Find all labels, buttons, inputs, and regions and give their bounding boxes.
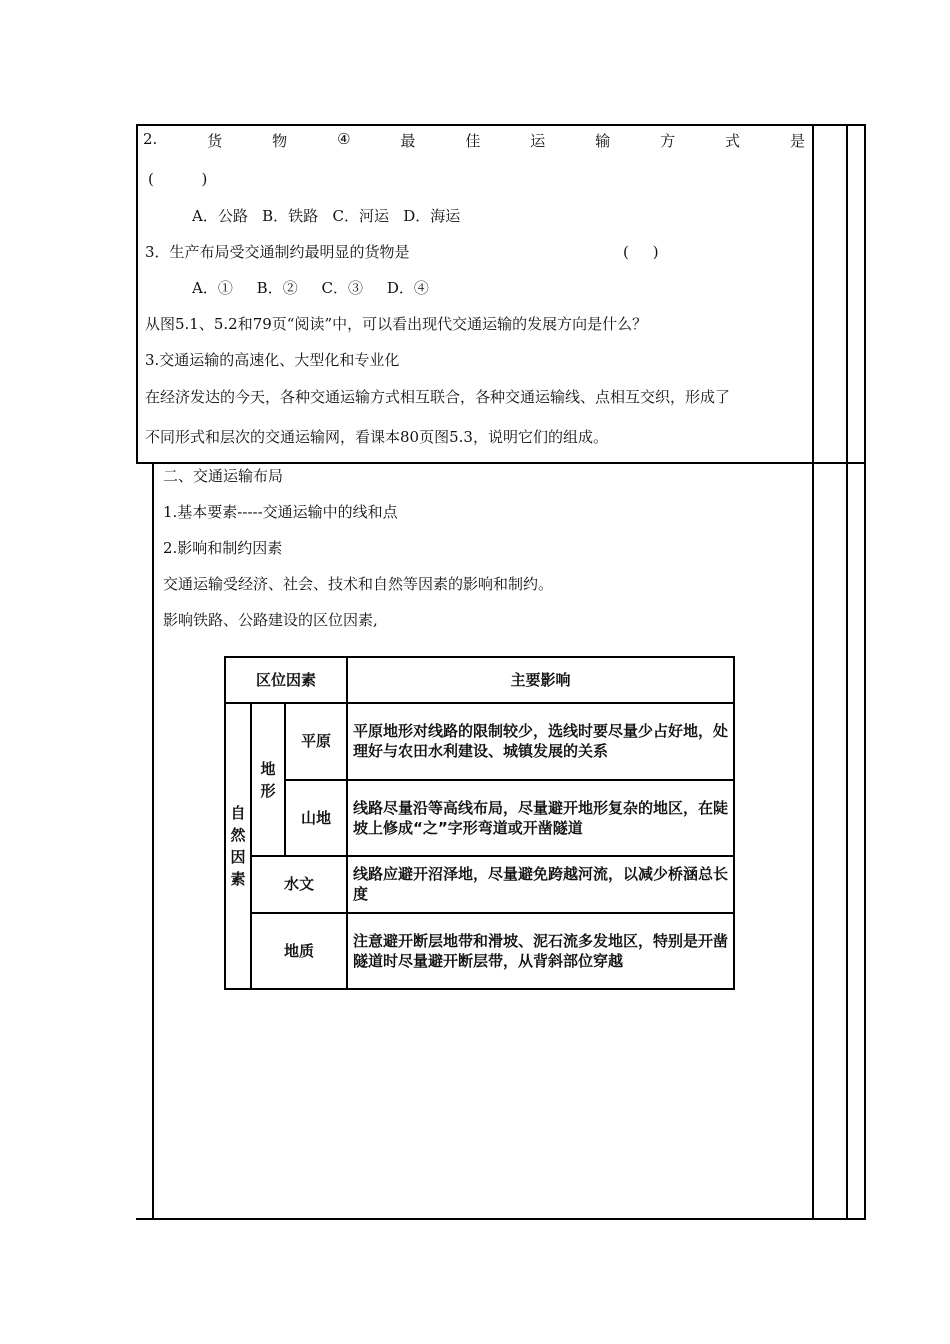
table-row (225, 703, 734, 779)
header-impact: 主要影响 (347, 657, 734, 703)
frame-left-border-lower (152, 462, 154, 1219)
question-direction: 从图5.1、5.2和79页“阅读”中，可以看出现代交通运输的发展方向是什么？ (145, 315, 648, 333)
q2-word: 运 (530, 132, 546, 150)
section-text-2: 影响铁路、公路建设的区位因素, (163, 611, 378, 629)
q3-options: A．① B．② C．③ D．④ (192, 279, 429, 297)
frame-left-border-upper (136, 124, 138, 463)
section-item-1: 1.基本要素-----交通运输中的线和点 (163, 503, 398, 521)
q2-word: 物 (272, 132, 288, 150)
q2-word: 最 (400, 132, 416, 150)
table-row (225, 913, 734, 990)
question-2 (143, 130, 805, 151)
natural-label-char: 素 (230, 870, 246, 889)
section-text-1: 交通运输受经济、社会、技术和自然等因素的影响和制约。 (163, 575, 554, 593)
header-factor: 区位因素 (225, 657, 347, 703)
impact-mountain: 线路尽量沿等高线布局，尽量避开地形复杂的地区，在陡坡上修成“之”字形弯道或开凿隧道 (347, 780, 734, 856)
factor-mountain: 山地 (285, 780, 347, 856)
table-row (225, 780, 734, 856)
q2-answer-paren: ( ) (148, 170, 208, 188)
answer-3: 3.交通运输的高速化、大型化和专业化 (145, 351, 400, 369)
paragraph-line-2: 不同形式和层次的交通运输网，看课本80页图5.3，说明它们的组成。 (145, 428, 608, 446)
q3-answer-paren: ( ) (623, 243, 659, 261)
q2-word: 式 (725, 132, 741, 150)
q2-options: A．公路 B．铁路 C．河运 D．海运 (192, 207, 461, 225)
paragraph-line-1: 在经济发达的今天，各种交通运输方式相互联合，各种交通运输线、点相互交织，形成了 (145, 388, 731, 406)
frame-column-line-1 (812, 124, 814, 1219)
location-factor-table (224, 656, 735, 990)
section-item-2: 2.影响和制约因素 (163, 539, 283, 557)
section-heading: 二、交通运输布局 (163, 467, 284, 485)
natural-label-char: 自 (230, 804, 246, 823)
table-header-row (225, 657, 734, 703)
impact-hydrology: 线路应避开沼泽地，尽量避免跨越河流，以减少桥涵总长度 (347, 856, 734, 912)
frame-top-border (136, 124, 866, 126)
natural-label-char: 然 (230, 826, 246, 845)
terrain-label (251, 703, 285, 856)
q3-text: 3．生产布局受交通制约最明显的货物是 (145, 243, 410, 261)
frame-divider-horizontal (136, 462, 866, 464)
q2-word: 2. (143, 130, 158, 148)
q2-word: 货 (207, 132, 223, 150)
frame-right-border (864, 124, 866, 1219)
impact-plain: 平原地形对线路的限制较少，选线时要尽量少占好地，处理好与农田水利建设、城镇发展的关系 (347, 703, 734, 779)
q2-word: 输 (595, 132, 611, 150)
factor-plain: 平原 (285, 703, 347, 779)
terrain-label-char: 地 (260, 759, 276, 778)
natural-label-char: 因 (230, 848, 246, 867)
terrain-label-char: 形 (260, 781, 276, 800)
table-row (225, 856, 734, 912)
factor-hydrology: 水文 (251, 856, 347, 912)
q2-word: 是 (789, 132, 805, 150)
frame-column-line-2 (846, 124, 848, 1219)
q2-word: 方 (660, 132, 676, 150)
frame-bottom-border (136, 1218, 866, 1220)
natural-factor-label (225, 703, 251, 989)
factor-geology: 地质 (251, 913, 347, 990)
q2-word: ④ (337, 130, 351, 148)
impact-geology: 注意避开断层地带和滑坡、泥石流多发地区，特别是开凿隧道时尽量避开断层带，从背斜部位穿越 (347, 913, 734, 990)
q2-word: 佳 (465, 132, 481, 150)
